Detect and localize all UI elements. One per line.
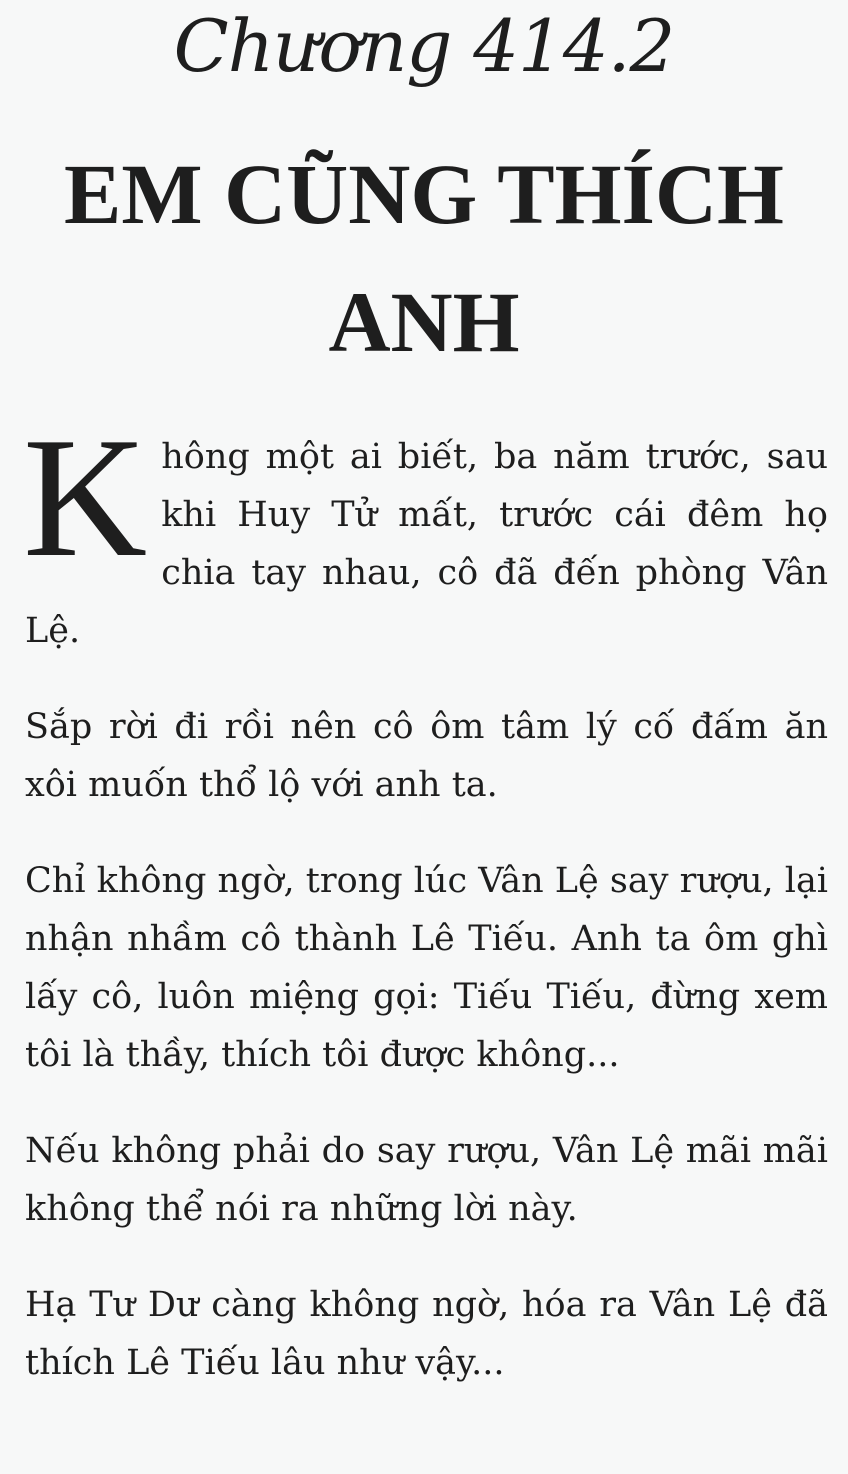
chapter-content [23, 403, 829, 1430]
drop-cap: K [23, 403, 148, 593]
paragraph: Nếu không phải do say rượu, Vân Lệ mãi mãi không thể nói ra những lời này. [25, 1131, 828, 1229]
paragraph-text: hông một ai biết, ba năm trước, sau khi Huy Tử mất, trước cái đêm họ chia tay nhau, cô đã đến phòng Vân Lệ. [25, 437, 828, 651]
paragraph [23, 403, 828, 660]
chapter-title: EM CŨNG THÍCH ANH [64, 146, 784, 370]
paragraph: Chỉ không ngờ, trong lúc Vân Lệ say rượu, lại nhận nhầm cô thành Lê Tiếu. Anh ta ôm ghì lấy cô, luôn miệng gọi: Tiếu Tiếu, đừng xem tôi là thầy, thích tôi được không... [25, 861, 829, 1075]
paragraph: Sắp rời đi rồi nên cô ôm tâm lý cố đấm ăn xôi muốn thổ lộ với anh ta. [25, 707, 828, 805]
paragraph: Hạ Tư Dư càng không ngờ, hóa ra Vân Lệ đã thích Lê Tiếu lâu như vậy... [25, 1285, 828, 1383]
chapter-number: Chương 414.2 [173, 4, 675, 88]
